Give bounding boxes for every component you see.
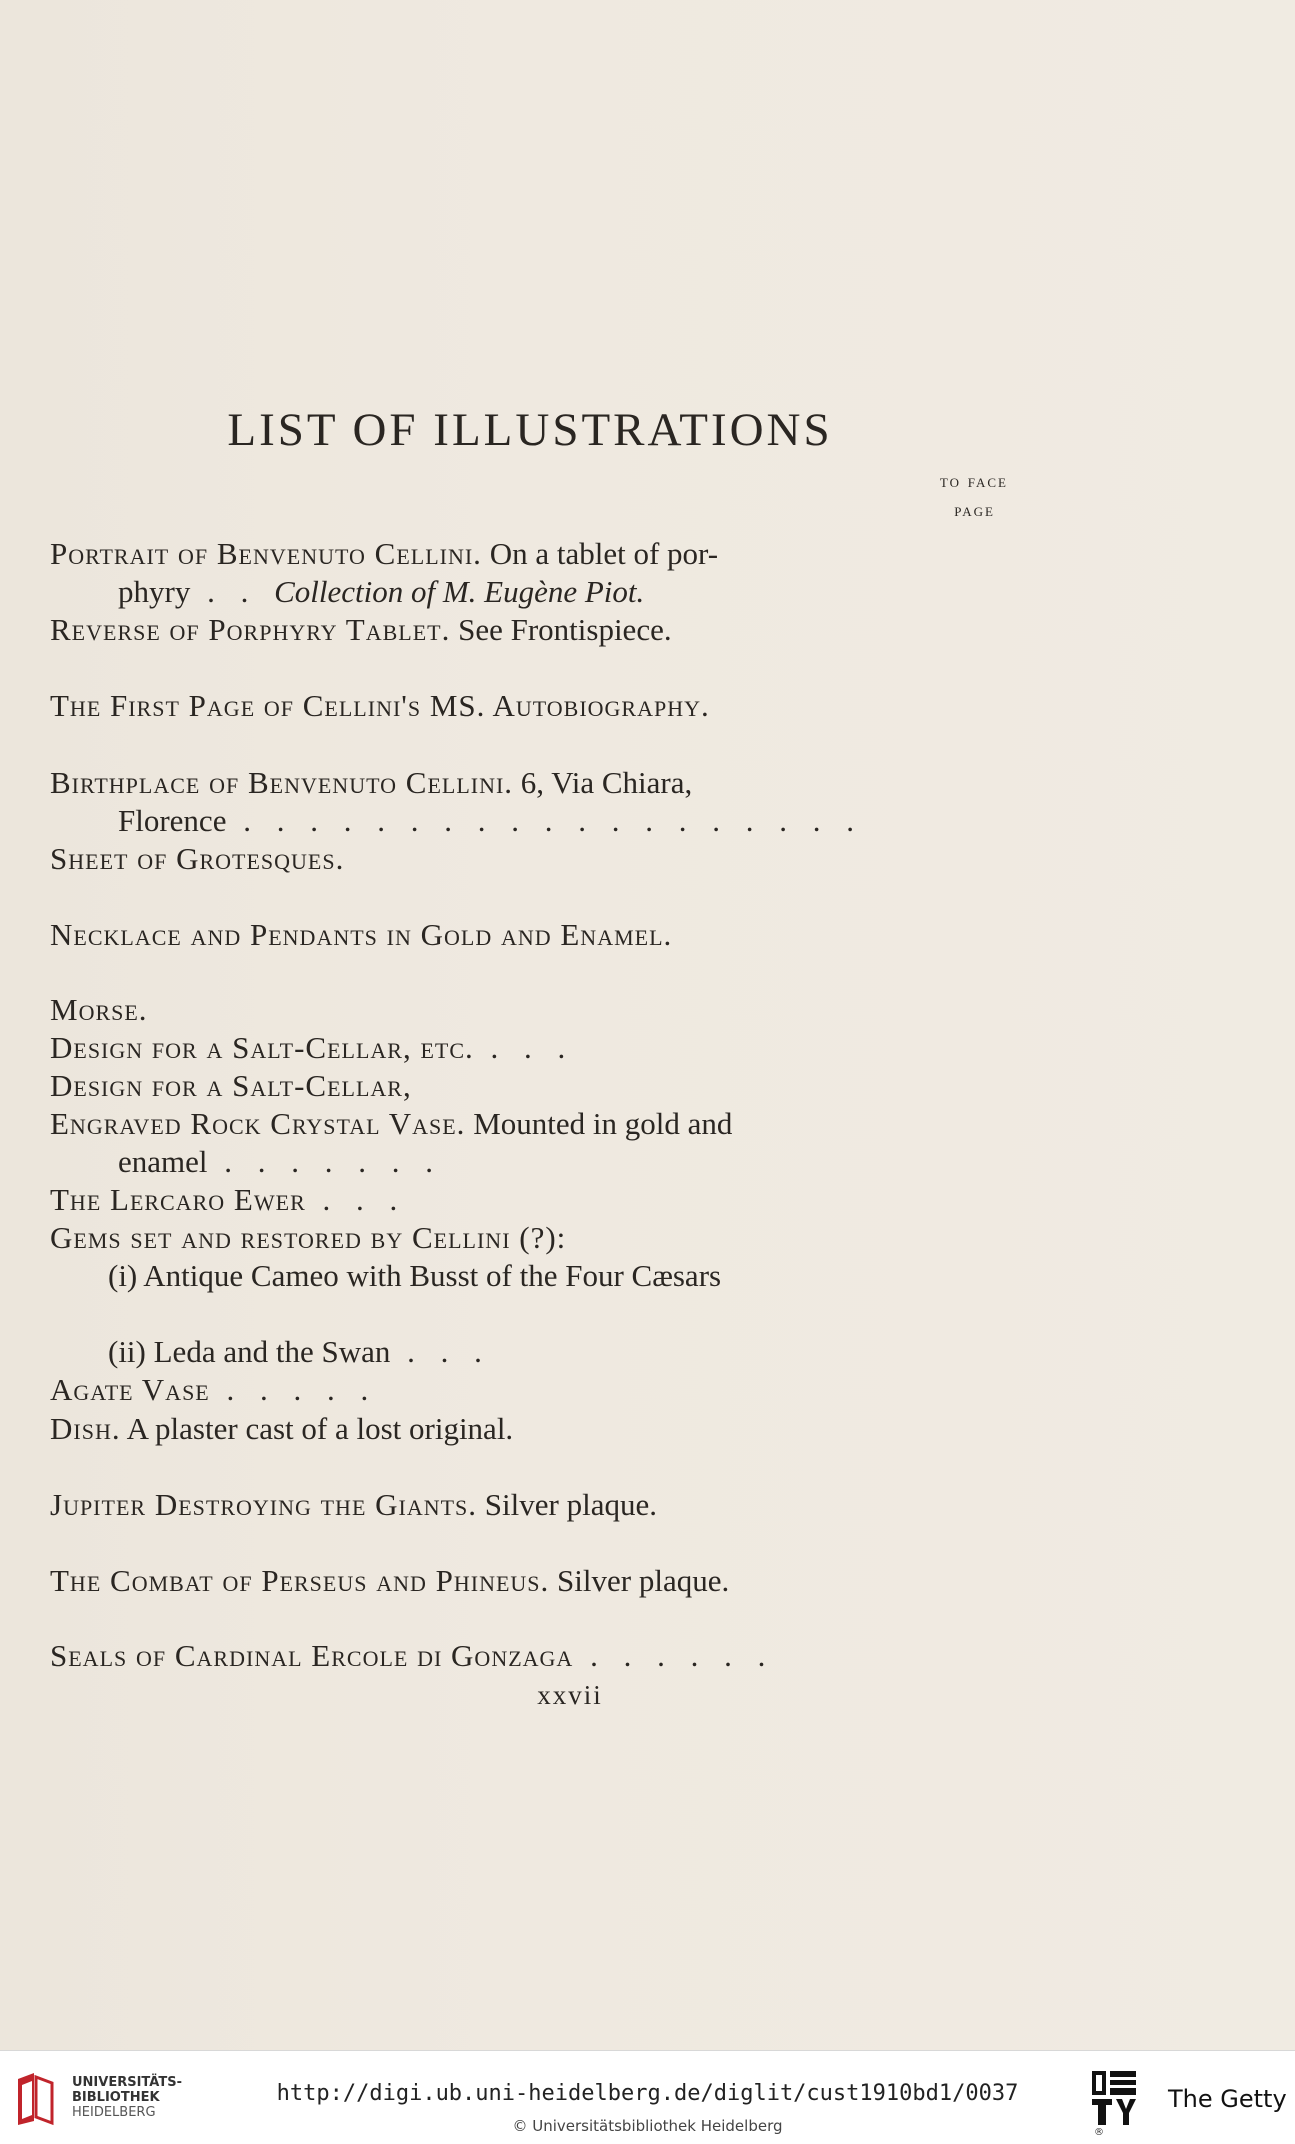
book-page: LIST OF ILLUSTRATIONS to face page Portrait of Benvenuto Cellini. On a tablet of por- phyry . . Collection of M. Eugène Piot. Reverse of Porphyry Tablet. See Frontispiece. The First Page of Cellini's MS. Autobiography. Birthplace of Benvenuto Cellini. 6, Via Chiara, Florence . . . . . . . . . . . . . . . . . . . Sheet of Grotesques. Necklace and Pendants in Gold and Enamel. Morse. Design for a Salt-Cellar, etc. . . . Design for a Salt-Cellar, Engraved Rock Crystal Vase. Mounted in gold and enamel . . . . . . . The Lercaro Ewer . . . Gems set and restored by Cellini (?): (i) Antique Cameo with Busst of the Four Cæsars (ii) Leda and the Swan . . . Agate Vase . . . . . Dish. A plaster cast of a lost original. Jupiter Destroying the Giants. Silver plaque. The Combat of Perseus and Phineus. Silver plaque. Seals of Cardinal Ercole di Gonzaga . . . . . . xxvii — [0, 0, 1295, 2050]
copyright-text: © Universitätsbibliothek Heidelberg — [512, 2117, 783, 2135]
getty-name: The Getty — [1168, 2085, 1287, 2113]
footer-bar — [0, 2050, 1295, 2144]
column-header-to-face: to face — [939, 471, 1008, 492]
getty-logo-icon — [1090, 2069, 1140, 2127]
column-header-page: page — [954, 500, 995, 521]
registered-mark: ® — [1094, 2127, 1104, 2138]
page-number: xxvii — [537, 1680, 603, 1710]
library-name: UNIVERSITÄTS- BIBLIOTHEK HEIDELBERG — [72, 2075, 182, 2120]
source-url-link[interactable]: http://digi.ub.uni-heidelberg.de/diglit/cust1910bd1/0037 — [276, 2081, 1019, 2106]
page-title: LIST OF ILLUSTRATIONS — [227, 404, 833, 456]
